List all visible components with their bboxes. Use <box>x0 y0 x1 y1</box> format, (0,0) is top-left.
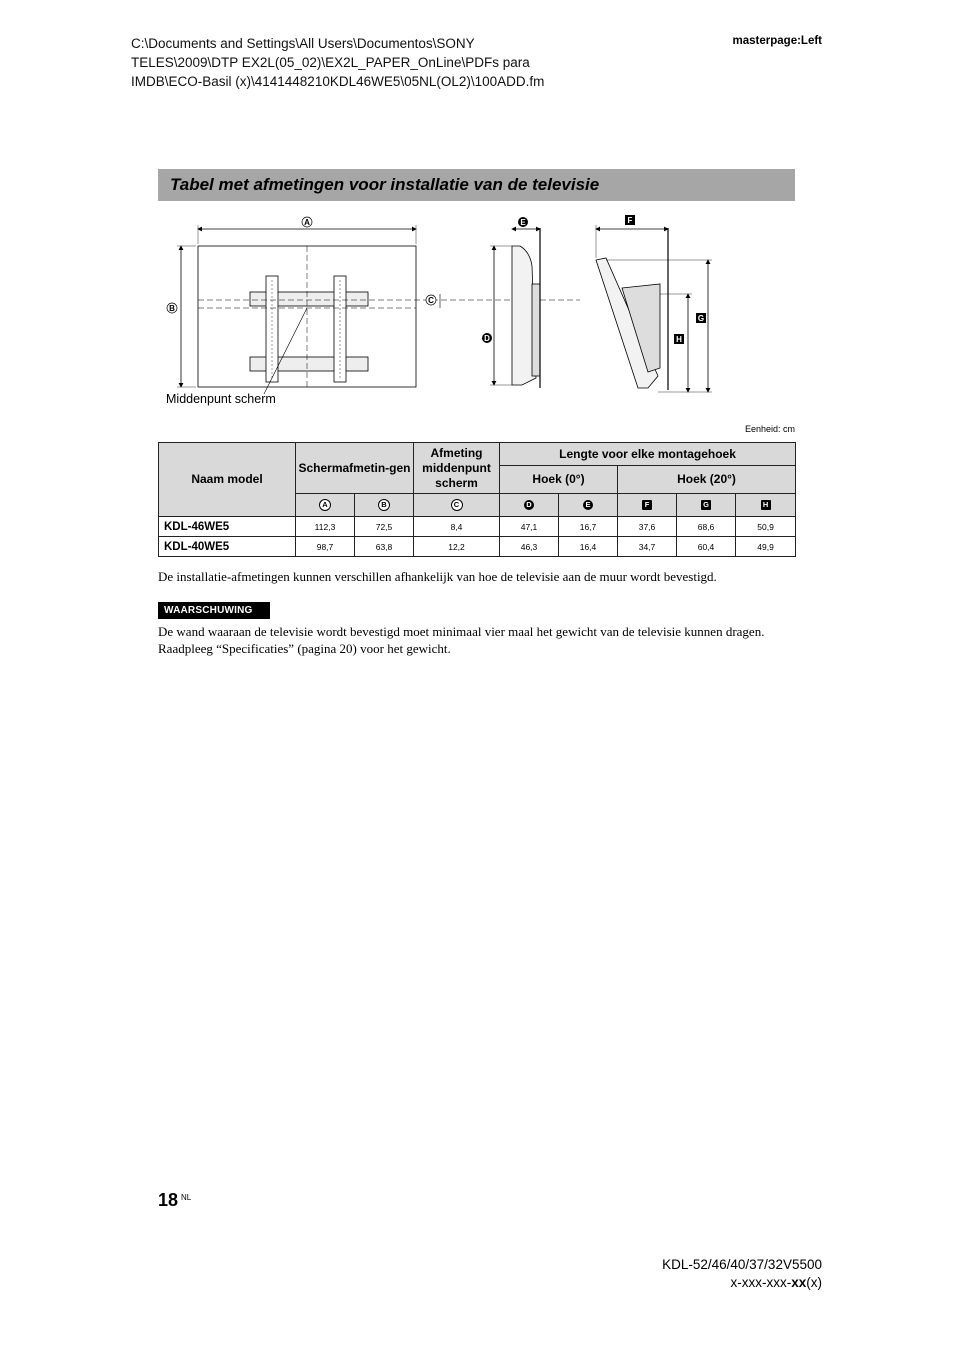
value-cell: 16,7 <box>559 517 618 537</box>
diagram-caption: Middenpunt scherm <box>166 392 276 406</box>
side-view-0-deg <box>490 228 540 388</box>
header-symbol-e: E <box>559 494 618 517</box>
page-language: NL <box>181 1193 192 1202</box>
header-screen-center: Afmeting middenpunt scherm <box>414 443 500 494</box>
value-cell: 98,7 <box>296 537 355 557</box>
page-number: 18 $^{NL}$ <box>158 1190 192 1210</box>
svg-text:F: F <box>627 216 633 225</box>
svg-text:C: C <box>428 296 434 305</box>
label-c-marker <box>426 295 436 305</box>
value-cell: 8,4 <box>414 517 500 537</box>
value-cell: 49,9 <box>736 537 796 557</box>
header-angle-20: Hoek (20°) <box>618 466 796 494</box>
file-path-line: C:\Documents and Settings\All Users\Documentos\SONY <box>131 36 475 51</box>
footer-model-line: KDL-52/46/40/37/32V5500 <box>662 1257 822 1272</box>
file-path-line: TELES\2009\DTP EX2L(05_02)\EX2L_PAPER_OnLine\PDFs para <box>131 55 530 70</box>
value-cell: 63,8 <box>355 537 414 557</box>
header-angle-0: Hoek (0°) <box>500 466 618 494</box>
label-g-marker <box>696 313 706 323</box>
label-h-marker <box>674 334 684 344</box>
svg-text:D: D <box>484 334 490 343</box>
svg-text:B: B <box>169 304 175 313</box>
installation-diagram <box>160 208 760 408</box>
value-cell: 60,4 <box>677 537 736 557</box>
value-cell: 37,6 <box>618 517 677 537</box>
value-cell: 12,2 <box>414 537 500 557</box>
warning-text: De wand waaraan de televisie wordt bevestigd moet minimaal vier maal het gewicht van de televisie kunnen dragen. Raadpleeg “Specificaties” (pagina 20) voor het gewicht. <box>158 624 765 656</box>
value-cell: 50,9 <box>736 517 796 537</box>
warning-badge: WAARSCHUWING <box>158 602 270 619</box>
header-symbol-b: B <box>355 494 414 517</box>
table-row <box>159 537 796 557</box>
header-symbol-h: H <box>736 494 796 517</box>
header-symbol-g: G <box>677 494 736 517</box>
header-symbol-f: F <box>618 494 677 517</box>
model-cell: KDL-46WE5 <box>159 517 296 537</box>
section-title-bar <box>158 169 795 201</box>
dimensions-table <box>158 442 796 557</box>
label-e-marker <box>518 217 528 227</box>
value-cell: 112,3 <box>296 517 355 537</box>
value-cell: 72,5 <box>355 517 414 537</box>
value-cell: 68,6 <box>677 517 736 537</box>
file-path-header <box>131 34 671 91</box>
header-symbol-c: C <box>414 494 500 517</box>
header-symbol-d: D <box>500 494 559 517</box>
label-a-marker <box>302 217 312 227</box>
header-mount-length: Lengte voor elke montagehoek <box>500 443 796 466</box>
unit-note: Eenheid: cm <box>744 424 795 434</box>
svg-text:H: H <box>676 335 682 344</box>
svg-text:G: G <box>697 314 705 323</box>
section-title: Tabel met afmetingen voor installatie van de televisie <box>170 175 600 194</box>
label-f-marker <box>625 215 635 225</box>
label-b-marker <box>167 303 177 313</box>
value-cell: 47,1 <box>500 517 559 537</box>
header-model: Naam model <box>159 443 296 517</box>
value-cell: 34,7 <box>618 537 677 557</box>
side-view-20-deg <box>596 225 712 392</box>
value-cell: 46,3 <box>500 537 559 557</box>
svg-text:E: E <box>520 218 526 227</box>
svg-text:A: A <box>304 218 310 227</box>
label-d-marker <box>482 333 492 343</box>
installation-note: De installatie-afmetingen kunnen verschillen afhankelijk van hoe de televisie aan de muur wordt bevestigd. <box>158 569 717 584</box>
model-cell: KDL-40WE5 <box>159 537 296 557</box>
file-path-line: IMDB\ECO-Basil (x)\4141448210KDL46WE5\05NL(OL2)\100ADD.fm <box>131 74 545 89</box>
header-screen-size: Schermafmetin-gen <box>296 443 414 494</box>
header-symbol-a: A <box>296 494 355 517</box>
footer-model-info <box>662 1256 822 1292</box>
value-cell: 16,4 <box>559 537 618 557</box>
masterpage-label: masterpage:Left <box>732 35 822 47</box>
table-row <box>159 517 796 537</box>
footer-code-line: x-xxx-xxx-xx(x) <box>730 1275 822 1290</box>
